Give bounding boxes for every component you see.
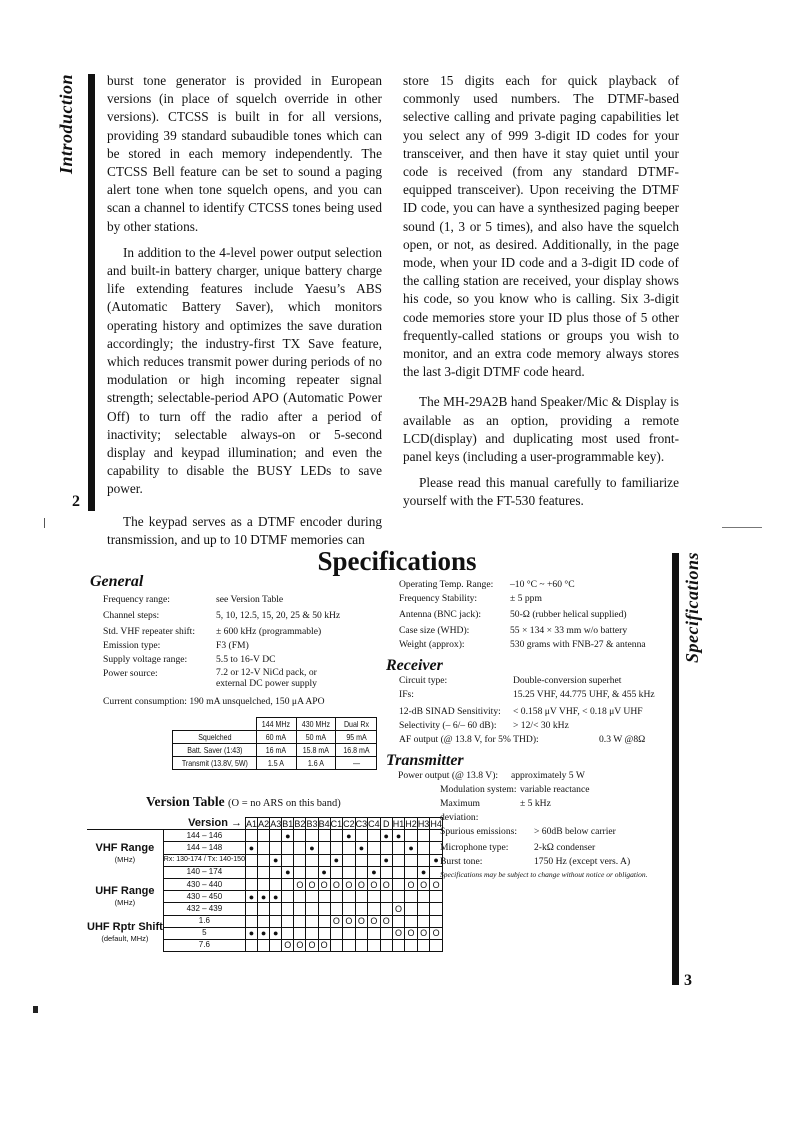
spec-value: Double-conversion superhet [513,675,622,686]
mark-cell [282,891,294,903]
spec-label: Microphone type: [440,842,509,853]
mark-cell: O [318,939,330,951]
spec-label: Case size (WHD): [399,625,470,636]
version-table-title [146,794,341,810]
mark-cell: O [294,878,306,890]
mark-cell [282,903,294,915]
mark-cell: O [330,878,343,890]
mark-cell [330,842,343,854]
version-label: Version → [87,818,245,830]
spec-value-line: external DC power supply [216,678,317,689]
mark-cell: ● [306,842,318,854]
mark-cell [368,842,381,854]
page-title: Specifications [317,546,477,576]
mark-cell [245,830,257,842]
spec-label: Emission type: [103,640,161,651]
band-unit: (default, MHz) [101,934,149,944]
mark-cell [245,866,257,878]
table-cell: 16 mA [259,744,293,757]
mark-cell [294,830,306,842]
mark-cell [306,854,318,866]
mark-cell [343,927,356,939]
range-cell: 430 – 450 [163,891,245,903]
mark-cell [330,903,343,915]
mark-cell [355,939,368,951]
version-header: B1 [282,818,294,829]
mark-cell [405,854,418,866]
mark-cell [405,830,418,842]
mark-cell: O [306,939,318,951]
band-label-text: VHF Range [95,842,155,855]
spec-label: AF output (@ 13.8 V, for 5% THD): [399,734,539,745]
mark-cell: ● [417,866,430,878]
mark-cell [368,903,381,915]
mark-cell [417,830,430,842]
paragraph: Please read this manual carefully to familiarize yourself with the FT-530 features. [403,475,679,509]
mark-cell: ● [245,891,257,903]
version-header: C4 [368,818,380,829]
mark-cell: ● [245,927,257,939]
transmitter-specs [398,769,670,783]
spec-label: 12-dB SINAD Sensitivity: [399,706,501,717]
spec-value: 5, 10, 12.5, 15, 20, 25 & 50 kHz [216,610,341,621]
mark-cell [258,854,270,866]
spec-value: see Version Table [216,594,284,605]
general-specs-right [399,578,669,652]
mark-cell: ● [343,830,356,842]
table-row [87,915,442,927]
spec-label: Channel steps: [103,610,160,621]
spec-label: Power source: [103,668,158,679]
mark-cell: ● [258,927,270,939]
spec-label: Operating Temp. Range: [399,579,494,590]
mark-cell [380,939,392,951]
spec-label: Weight (approx): [399,639,465,650]
mark-cell [343,842,356,854]
mark-cell: ● [368,866,381,878]
spec-value [216,667,317,689]
mark-cell [318,927,330,939]
mark-cell [392,891,405,903]
mark-cell: O [306,878,318,890]
mark-cell [306,866,318,878]
mark-cell [270,842,282,854]
section-tab-introduction: Introduction [56,74,76,175]
range-cell: 144 – 146 [163,830,245,842]
spec-value: 0.3 W @8Ω [599,734,646,745]
spec-value: –10 °C ~ +60 °C [510,579,575,590]
band-unit: (MHz) [114,855,136,865]
range-cell: 7.6 [163,939,245,951]
spec-value-line: 7.2 or 12-V NiCd pack, or [216,667,317,678]
transmitter-specs-detail [440,783,670,869]
mark-cell: ● [330,854,343,866]
range-cell: 1.6 [163,915,245,927]
mark-cell: O [405,927,418,939]
spec-label: Circuit type: [399,675,448,686]
receiver-specs [399,674,671,747]
mark-cell [258,842,270,854]
version-header: A2 [258,818,270,829]
table-row [87,818,442,830]
mark-cell: O [392,903,405,915]
spec-value: 5.5 to 16-V DC [216,654,276,665]
spec-label: IFs: [399,689,414,700]
mark-cell: ● [392,830,405,842]
mark-cell [392,915,405,927]
version-header: B2 [294,818,306,829]
mark-cell [405,891,418,903]
mark-cell [392,939,405,951]
band-label-text: UHF Range [95,884,155,897]
mark-cell: O [392,927,405,939]
mark-cell [282,915,294,927]
mark-cell: O [380,915,392,927]
section-tab-specifications: Specifications [682,552,702,663]
mark-cell [343,939,356,951]
band-label [87,915,163,952]
mark-cell [343,903,356,915]
mark-cell [318,842,330,854]
spec-value: > 12/< 30 kHz [513,720,569,731]
crop-mark [44,518,45,528]
table-row [173,731,377,744]
table-row [173,757,377,770]
range-cell: 432 – 439 [163,903,245,915]
mark-cell: O [294,939,306,951]
mark-cell: O [368,878,381,890]
spec-label: Selectivity (– 6/– 60 dB): [399,720,497,731]
page-edge-bar [88,74,95,511]
mark-cell: O [343,915,356,927]
mark-cell [417,842,430,854]
range-cell: Rx: 130-174 / Tx: 140-150 [163,854,245,866]
mark-cell [392,866,405,878]
mark-cell [330,830,343,842]
mark-cell [417,915,430,927]
crop-mark [722,527,762,528]
spec-value: 530 grams with FNB-27 & antenna [510,639,646,650]
receiver-heading: Receiver [386,657,443,674]
paragraph: The MH-29A2B hand Speaker/Mic & Display is available as an option, providing a remote LCD(display) and duplicating most used front-panel keys (including a user-programmable key). [403,394,679,465]
mark-cell [294,842,306,854]
mark-cell [270,915,282,927]
mark-cell [417,891,430,903]
mark-cell [306,903,318,915]
mark-cell [282,842,294,854]
mark-cell: O [405,878,418,890]
table-row [173,718,377,731]
mark-cell [380,927,392,939]
spec-value: ± 5 ppm [510,593,542,604]
range-cell: 144 – 148 [163,842,245,854]
mark-cell [318,915,330,927]
mark-cell: O [417,927,430,939]
version-header: C1 [330,818,343,829]
spec-label: Antenna (BNC jack): [399,609,482,620]
band-unit: (MHz) [114,897,136,907]
spec-value: 55 × 134 × 33 mm w/o battery [510,625,628,636]
table-cell: 16.8 mA [339,744,374,757]
mark-cell [330,927,343,939]
mark-cell: ● [318,866,330,878]
spec-label: Spurious emissions: [440,826,518,837]
mark-cell [380,842,392,854]
mark-cell [343,891,356,903]
spec-value: variable reactance [520,784,590,795]
spec-label: Modulation system: [440,784,517,795]
mark-cell [368,939,381,951]
paragraph: In addition to the 4-level power output selection and built-in battery charger, unique battery charge life extending features include Yaesu’s ABS (Automatic Battery Saver), which monitors operating history and optimizes the save duration accordingly; the industry-first TX Save feature, which reduces transmit power during periods of no modulation or high incoming repeater signal strength; selectable-period APO (Automatic Power Off) to turn off the radio after a period of inactivity; selectable always-on or 5-second display and keypad illumination; and even the capability to disable the BUSY LEDs to save power. [107,244,382,497]
mark-cell [343,854,356,866]
table-row [87,830,442,842]
table-cell: Squelched [178,731,250,744]
mark-cell [258,939,270,951]
mark-cell [355,866,368,878]
mark-cell: ● [270,927,282,939]
version-table-title-text: Version Table [146,794,225,809]
spec-label: Frequency Stability: [399,593,478,604]
mark-cell [405,866,418,878]
spec-value: 50-Ω (rubber helical supplied) [510,609,627,620]
paragraph: store 15 digits each for quick playback of commonly used numbers. The DTMF-based selective calling and private paging capabilities let you select any of 999 3-digit ID codes for your transceiver, and then have it stay quiet until your code is received (from any standard DTMF-equipped transceiver). Upon receiving the DTMF ID code, you can have a synthesized paging beeper sound (1, 3 or 5 times), and also have the squelch open, or not, as desired. Additionally, in the page mode, when your ID code and a 3-digit ID code of the calling station are received, your display shows his code, so you know who is calling. Six 3-digit code memories store your ID plus those of 5 other frequently-called stations or groups you wish to monitor, and an extra code memory always stores the last 3-digit DTMF code heard. [403,73,679,380]
mark-cell [417,854,430,866]
intro-column-1 [107,72,382,549]
mark-cell [282,927,294,939]
mark-cell [368,830,381,842]
mark-cell [318,891,330,903]
general-heading: General [90,573,144,590]
mark-cell [355,830,368,842]
mark-cell: O [282,939,294,951]
mark-cell [430,903,443,915]
version-header: H4 [430,818,442,829]
mark-cell [294,903,306,915]
table-cell: Batt. Saver (1:43) [178,744,250,757]
mark-cell [270,903,282,915]
version-header: B3 [306,818,318,829]
spec-value: < 0.158 μV VHF, < 0.18 μV UHF [513,706,643,717]
version-header: B4 [318,818,330,829]
spec-label: Supply voltage range: [103,654,188,665]
mark-cell: O [417,878,430,890]
mark-cell [282,854,294,866]
mark-cell: ● [355,842,368,854]
spec-value: 15.25 VHF, 44.775 UHF, & 455 kHz [513,689,655,700]
mark-cell [294,891,306,903]
version-header: H3 [417,818,430,829]
mark-cell [294,854,306,866]
mark-cell: O [318,878,330,890]
mark-cell [417,903,430,915]
mark-cell: ● [405,842,418,854]
range-cell: 430 – 440 [163,878,245,890]
mark-cell [306,830,318,842]
mark-cell [368,891,381,903]
band-label [87,830,163,879]
mark-cell [294,915,306,927]
spec-value: approximately 5 W [511,770,585,781]
mark-cell [245,915,257,927]
mark-cell: O [343,878,356,890]
mark-cell: O [355,878,368,890]
mark-cell [258,878,270,890]
range-cell: 140 – 174 [163,866,245,878]
spec-label: Frequency range: [103,594,170,605]
table-header: Dual Rx [339,718,374,731]
mark-cell [380,891,392,903]
spec-value: ± 600 kHz (programmable) [216,626,322,637]
spec-value: 1750 Hz (except vers. A) [534,856,631,867]
mark-cell [355,854,368,866]
mark-cell [355,903,368,915]
table-cell [178,718,250,731]
mark-cell [245,903,257,915]
general-specs [103,593,383,689]
mark-cell [380,903,392,915]
table-row [87,878,442,890]
mark-cell [392,854,405,866]
mark-cell: O [430,927,443,939]
mark-cell [430,891,443,903]
mark-cell: ● [270,854,282,866]
mark-cell: ● [430,854,443,866]
spec-label: Maximum deviation: [440,798,480,823]
table-cell: 50 mA [299,731,333,744]
mark-cell [318,854,330,866]
table-cell: 95 mA [339,731,374,744]
mark-cell [258,830,270,842]
mark-cell [282,878,294,890]
mark-cell [258,903,270,915]
transmitter-heading: Transmitter [386,752,464,769]
range-cell: 5 [163,927,245,939]
mark-cell [270,939,282,951]
table-cell: 15.8 mA [299,744,333,757]
mark-cell: ● [245,842,257,854]
mark-cell [392,842,405,854]
mark-cell [368,927,381,939]
paragraph: burst tone generator is provided in European versions (in place of squelch override in other versions). CTCSS is built in for all versions, providing 39 standard subaudible tones which can be stored in each memory independently. The CTCSS Bell feature can be set to sound a paging alert tone when tone squelch opens, and you can scan a channel to identify CTCSS tones being used by other stations. [107,73,382,234]
mark-cell [330,939,343,951]
mark-cell [405,939,418,951]
mark-cell [245,854,257,866]
table-cell: 60 mA [259,731,293,744]
mark-cell: O [380,878,392,890]
mark-cell [417,939,430,951]
mark-cell: ● [282,866,294,878]
spec-label: Power output (@ 13.8 V): [398,770,499,781]
table-cell: 1.6 A [299,757,333,770]
mark-cell [318,903,330,915]
band-label-text: UHF Rptr Shift [87,921,163,934]
band-label [87,878,163,915]
version-header: D [380,818,392,830]
mark-cell [430,915,443,927]
mark-cell: O [430,878,443,890]
mark-cell [270,830,282,842]
current-consumption: Current consumption: 190 mA unsquelched, 150 μA APO [103,696,325,707]
version-header: H2 [405,818,417,829]
page-number-left: 2 [72,493,80,510]
mark-cell [306,915,318,927]
mark-cell: ● [258,891,270,903]
intro-column-2 [403,72,679,511]
version-header: C3 [355,818,368,829]
mark-cell [355,927,368,939]
table-cell: — [339,757,374,770]
spec-label: Burst tone: [440,856,483,867]
mark-cell [343,866,356,878]
version-table-note: (O = no ARS on this band) [228,798,341,809]
mark-cell [270,878,282,890]
mark-cell [318,830,330,842]
mark-cell: O [355,915,368,927]
table-header: 144 MHz [259,718,293,731]
mark-cell [405,903,418,915]
mark-cell: ● [270,891,282,903]
mark-cell [330,866,343,878]
version-header: A3 [270,818,282,829]
mark-cell [258,866,270,878]
spec-value: F3 (FM) [216,640,249,651]
mark-cell [430,939,443,951]
mark-cell: O [368,915,381,927]
version-table [87,817,443,952]
scan-mark [33,1006,38,1013]
version-header: H1 [392,818,405,829]
mark-cell [270,866,282,878]
mark-cell [245,939,257,951]
mark-cell [330,891,343,903]
table-header: 430 MHz [299,718,333,731]
spec-value: > 60dB below carrier [534,826,616,837]
mark-cell: ● [380,854,392,866]
page-number-right: 3 [684,972,692,989]
version-header: A1 [246,818,258,829]
mark-cell [306,891,318,903]
mark-cell [294,866,306,878]
disclaimer-note: Specifications may be subject to change without notice or obligation. [440,870,648,879]
mark-cell: O [330,915,343,927]
mark-cell [306,927,318,939]
mark-cell: ● [282,830,294,842]
paragraph: The keypad serves as a DTMF encoder during transmission, and up to 10 DTMF memories can [107,513,382,547]
table-row [173,744,377,757]
spec-value: 2-kΩ condenser [534,842,596,853]
mark-cell [368,854,381,866]
spec-label: Std. VHF repeater shift: [103,626,196,637]
mark-cell [380,866,392,878]
version-header: C2 [343,818,355,829]
mark-cell [405,915,418,927]
mark-cell [258,915,270,927]
mark-cell [245,878,257,890]
mark-cell [355,891,368,903]
spec-value: ± 5 kHz [520,798,551,809]
table-cell: 1.5 A [259,757,293,770]
page-edge-bar [672,553,679,985]
mark-cell: ● [380,830,392,842]
current-table [172,717,377,770]
mark-cell [392,878,405,890]
table-cell: Transmit (13.8V, 5W) [178,757,250,770]
mark-cell [294,927,306,939]
